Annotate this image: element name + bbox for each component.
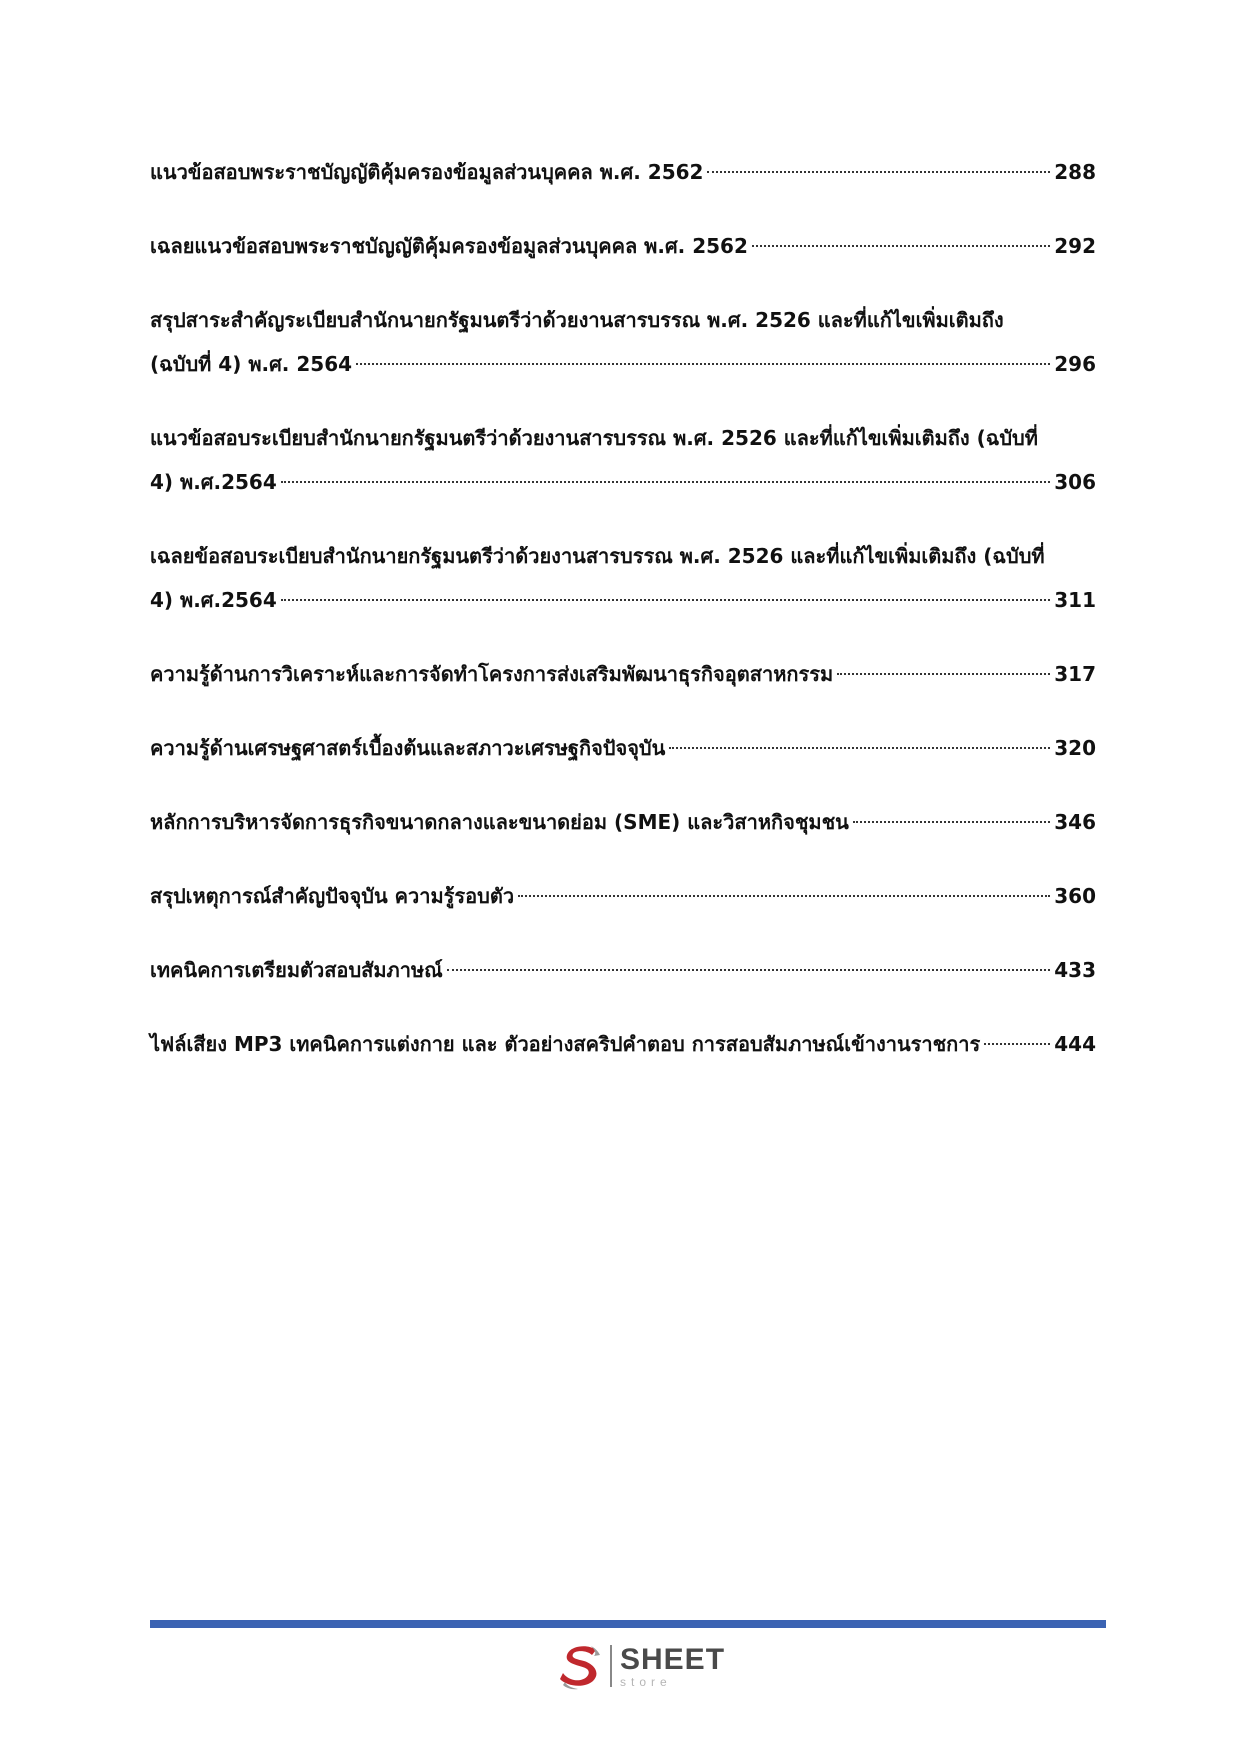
toc-entry[interactable] (150, 800, 1096, 844)
toc-entry-title: ความรู้ด้านการวิเคราะห์และการจัดทำโครงการส่งเสริมพัฒนาธุรกิจอุตสาหกรรม (150, 662, 834, 686)
toc-entry-page: 360 (1054, 884, 1096, 908)
toc-entry-page: 433 (1054, 958, 1096, 982)
toc-entry-page: 320 (1054, 736, 1096, 760)
dot-leader (281, 599, 1050, 601)
toc-entry-title: 4) พ.ศ.2564 (150, 470, 277, 494)
toc-entry-page: 296 (1054, 352, 1096, 376)
toc-entry[interactable] (150, 652, 1096, 696)
toc-entry-page: 317 (1054, 662, 1096, 686)
toc-entry-first-line: สรุปสาระสำคัญระเบียบสำนักนายกรัฐมนตรีว่าด้วยงานสารบรรณ พ.ศ. 2526 และที่แก้ไขเพิ่มเติมถึง (150, 308, 1004, 332)
dot-leader (281, 481, 1050, 483)
toc-entry-page: 292 (1054, 234, 1096, 258)
toc-entry-title: เฉลยแนวข้อสอบพระราชบัญญัติคุ้มครองข้อมูลส่วนบุคคล พ.ศ. 2562 (150, 234, 748, 258)
toc-entry-title: หลักการบริหารจัดการธุรกิจขนาดกลางและขนาดย่อม (SME) และวิสาหกิจชุมชน (150, 810, 849, 834)
toc-entry[interactable] (150, 1022, 1096, 1066)
toc-entry-line (150, 652, 1096, 696)
dot-leader (518, 895, 1050, 897)
dot-leader (356, 363, 1050, 365)
dot-leader (707, 171, 1050, 173)
toc-entry-line (150, 150, 1096, 194)
toc-entry-page: 306 (1054, 470, 1096, 494)
sheet-store-s-icon (556, 1641, 606, 1691)
toc-entry-title: ความรู้ด้านเศรษฐศาสตร์เบื้องต้นและสภาวะเศรษฐกิจปัจจุบัน (150, 736, 666, 760)
toc-entry-title: สรุปเหตุการณ์สำคัญปัจจุบัน ความรู้รอบตัว (150, 884, 515, 908)
sheet-store-logo (556, 1640, 725, 1692)
logo-word: SHEET (620, 1642, 726, 1676)
toc-entry-line (150, 578, 1096, 622)
toc-entry[interactable] (150, 298, 1096, 386)
toc-entry-line (150, 948, 1096, 992)
toc-entry-title: 4) พ.ศ.2564 (150, 588, 277, 612)
toc-entry[interactable] (150, 948, 1096, 992)
toc-entry-first-line: แนวข้อสอบระเบียบสำนักนายกรัฐมนตรีว่าด้วยงานสารบรรณ พ.ศ. 2526 และที่แก้ไขเพิ่มเติมถึง (ฉบับที่ (150, 426, 1038, 450)
toc-entry-line (150, 726, 1096, 770)
toc-entry-line (150, 224, 1096, 268)
toc-entry[interactable] (150, 534, 1096, 622)
toc-entry-line (150, 1022, 1096, 1066)
toc-entry-page: 288 (1054, 160, 1096, 184)
dot-leader (752, 245, 1050, 247)
dot-leader (669, 747, 1050, 749)
logo-text (620, 1642, 726, 1689)
toc-entry-line (150, 800, 1096, 844)
toc-entry-first-line: เฉลยข้อสอบระเบียบสำนักนายกรัฐมนตรีว่าด้วยงานสารบรรณ พ.ศ. 2526 และที่แก้ไขเพิ่มเติมถึง (ฉบับที่ (150, 544, 1045, 568)
toc-entry[interactable] (150, 416, 1096, 504)
toc-entry-title: แนวข้อสอบพระราชบัญญัติคุ้มครองข้อมูลส่วนบุคคล พ.ศ. 2562 (150, 160, 704, 184)
dot-leader (984, 1043, 1050, 1045)
toc-entry-title: เทคนิคการเตรียมตัวสอบสัมภาษณ์ (150, 958, 443, 982)
toc-entry-page: 311 (1054, 588, 1096, 612)
footer-rule (150, 1620, 1106, 1628)
toc-entry-line (150, 342, 1096, 386)
toc-entry-line (150, 874, 1096, 918)
dot-leader (837, 673, 1050, 675)
toc-entry[interactable] (150, 150, 1096, 194)
toc-entry[interactable] (150, 726, 1096, 770)
dot-leader (447, 969, 1051, 971)
table-of-contents (150, 150, 1096, 1096)
logo-subtext: store (620, 1674, 672, 1689)
toc-entry[interactable] (150, 224, 1096, 268)
toc-entry-page: 444 (1054, 1032, 1096, 1056)
toc-entry-line (150, 460, 1096, 504)
toc-entry[interactable] (150, 874, 1096, 918)
toc-entry-title: (ฉบับที่ 4) พ.ศ. 2564 (150, 352, 353, 376)
toc-entry-page: 346 (1054, 810, 1096, 834)
toc-entry-title: ไฟล์เสียง MP3 เทคนิคการแต่งกาย และ ตัวอย่างสคริปคำตอบ การสอบสัมภาษณ์เข้างานราชการ (150, 1032, 981, 1056)
dot-leader (853, 821, 1050, 823)
logo-divider (610, 1645, 612, 1687)
